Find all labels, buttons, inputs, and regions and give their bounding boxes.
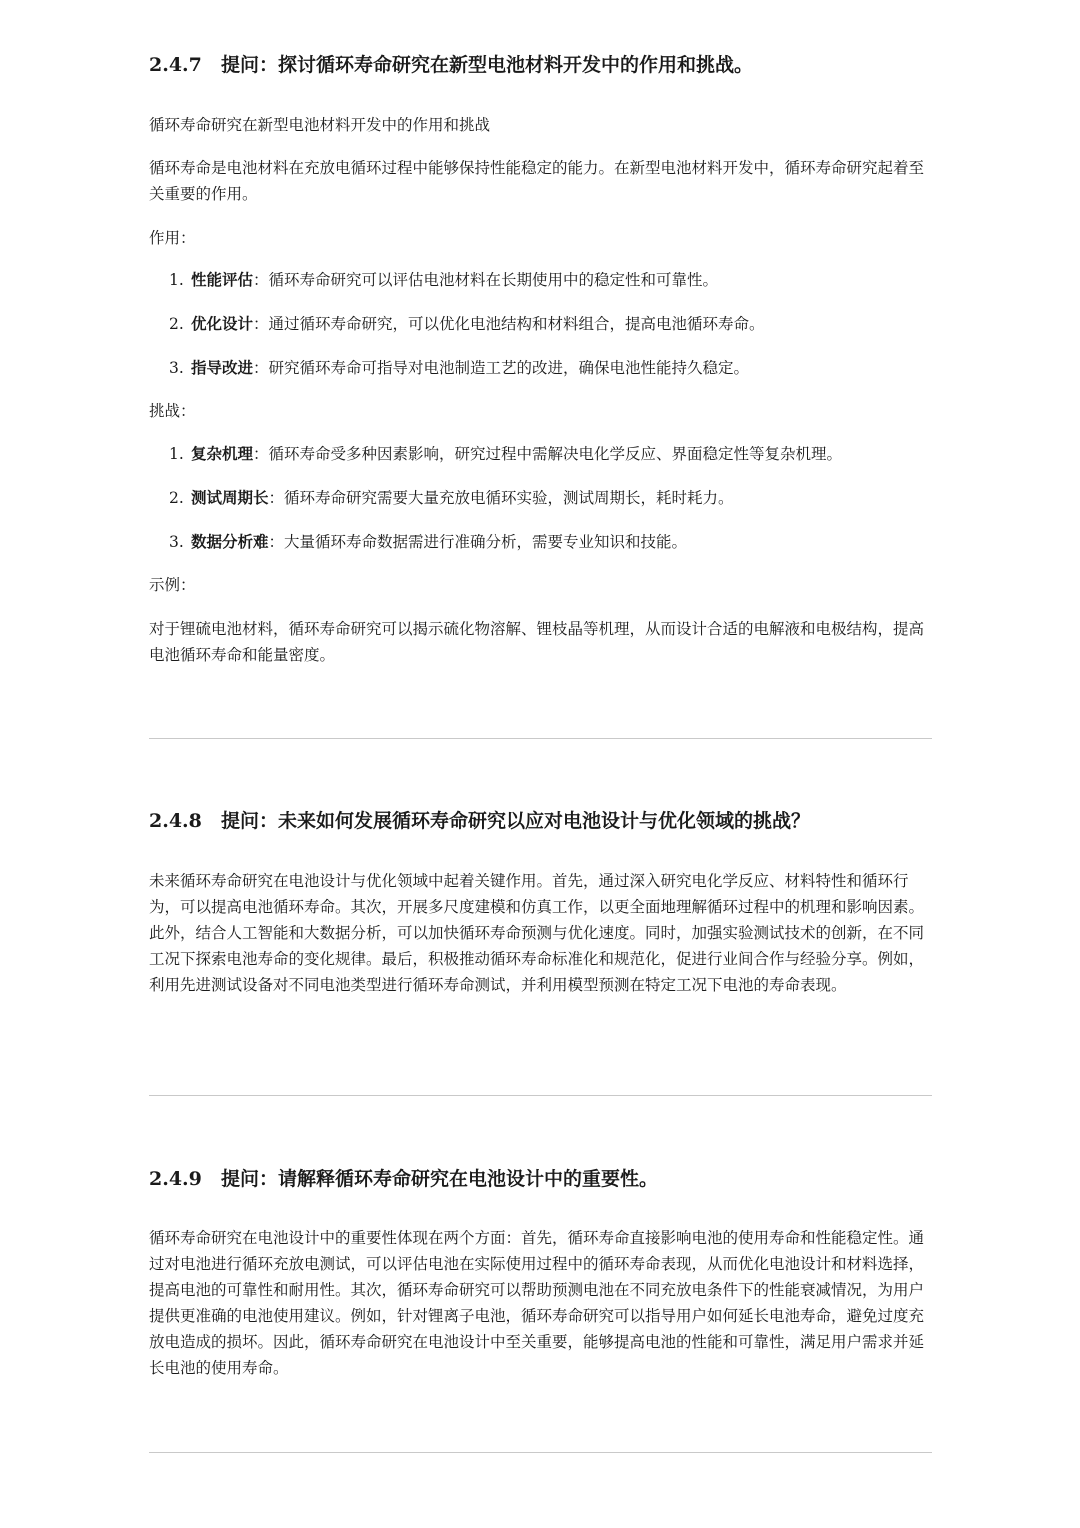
example-label-wrap: [149, 574, 932, 596]
list-text: ：循环寿命研究需要大量充放电循环实验，测试周期长，耗时耗力。: [268, 489, 734, 507]
challenges-label-wrap: [149, 400, 932, 422]
list-text: ：循环寿命受多种因素影响，研究过程中需解决电化学反应、界面稳定性等复杂机理。: [253, 445, 843, 463]
challenges-list: [149, 443, 932, 553]
list-term: 测试周期长: [191, 488, 269, 507]
section-title: 提问：请解释循环寿命研究在电池设计中的重要性。: [221, 1168, 659, 1190]
list-item: [149, 269, 932, 291]
section-title: 提问：探讨循环寿命研究在新型电池材料开发中的作用和挑战。: [221, 54, 754, 76]
body-paragraph: 循环寿命研究在电池设计中的重要性体现在两个方面：首先，循环寿命直接影响电池的使用寿命和性能稳定性。通过对电池进行循环充放电测试，可以评估电池在实际使用过程中的循环寿命表现，从而优化电池设计和材料选择，提高电池的可靠性和耐用性。其次，循环寿命研究可以帮助预测电池在不同充放电条件下的性能衰减情况，为用户提供更准确的电池使用建议。例如，针对锂离子电池，循环寿命研究可以指导用户如何延长电池寿命，避免过度充放电造成的损坏。因此，循环寿命研究在电池设计中至关重要，能够提高电池的性能和可靠性，满足用户需求并延长电池的使用寿命。: [149, 1229, 925, 1377]
section-title: 提问：未来如何发展循环寿命研究以应对电池设计与优化领域的挑战？: [221, 810, 811, 832]
section-2-4-9: [149, 1166, 932, 1192]
example-label: 示例：: [149, 576, 196, 594]
list-number: 3.: [169, 533, 184, 551]
list-term: 优化设计: [191, 314, 254, 333]
challenges-list-wrap: [149, 443, 932, 553]
intro-wrap: [149, 155, 932, 207]
section-number: 2.4.7: [149, 54, 202, 76]
section-heading: [149, 1166, 932, 1192]
list-number: 2.: [169, 315, 184, 333]
list-text: ：通过循环寿命研究，可以优化电池结构和材料组合，提高电池循环寿命。: [253, 315, 765, 333]
intro-paragraph: 循环寿命是电池材料在充放电循环过程中能够保持性能稳定的能力。在新型电池材料开发中，循环寿命研究起着至关重要的作用。: [149, 159, 925, 203]
list-term: 数据分析难: [191, 532, 269, 551]
section-number: 2.4.8: [149, 810, 202, 832]
section-divider: [149, 738, 932, 739]
section-2-4-7-subtitle-wrap: [149, 114, 932, 136]
challenges-label: 挑战：: [149, 402, 196, 420]
list-number: 1.: [169, 445, 184, 463]
body-paragraph: 未来循环寿命研究在电池设计与优化领域中起着关键作用。首先，通过深入研究电化学反应、材料特性和循环行为，可以提高电池循环寿命。其次，开展多尺度建模和仿真工作，以更全面地理解循环过程中的机理和影响因素。此外，结合人工智能和大数据分析，可以加快循环寿命预测与优化速度。同时，加强实验测试技术的创新，在不同工况下探索电池寿命的变化规律。最后，积极推动循环寿命标准化和规范化，促进行业间合作与经验分享。例如，利用先进测试设备对不同电池类型进行循环寿命测试，并利用模型预测在特定工况下电池的寿命表现。: [149, 872, 925, 994]
example-paragraph: 对于锂硫电池材料，循环寿命研究可以揭示硫化物溶解、锂枝晶等机理，从而设计合适的电解液和电极结构，提高电池循环寿命和能量密度。: [149, 620, 925, 664]
list-item: [149, 313, 932, 335]
section-2-4-9-body-wrap: [149, 1225, 932, 1381]
list-number: 1.: [169, 271, 184, 289]
list-item: [149, 531, 932, 553]
roles-label-wrap: [149, 227, 932, 249]
section-2-4-7: [149, 52, 932, 78]
list-term: 复杂机理: [191, 444, 254, 463]
list-item: [149, 487, 932, 509]
roles-list: [149, 269, 932, 379]
section-heading: [149, 52, 932, 78]
list-term: 性能评估: [191, 270, 254, 289]
list-number: 3.: [169, 359, 184, 377]
list-text: ：循环寿命研究可以评估电池材料在长期使用中的稳定性和可靠性。: [253, 271, 719, 289]
example-wrap: [149, 616, 932, 668]
section-2-4-8: [149, 808, 932, 834]
list-text: ：研究循环寿命可指导对电池制造工艺的改进，确保电池性能持久稳定。: [253, 359, 750, 377]
section-divider: [149, 1095, 932, 1096]
section-2-4-8-body-wrap: [149, 868, 932, 998]
section-number: 2.4.9: [149, 1168, 202, 1190]
list-item: [149, 357, 932, 379]
roles-list-wrap: [149, 269, 932, 379]
list-term: 指导改进: [191, 358, 254, 377]
list-number: 2.: [169, 489, 184, 507]
list-item: [149, 443, 932, 465]
section-heading: [149, 808, 932, 834]
section-divider: [149, 1452, 932, 1453]
list-text: ：大量循环寿命数据需进行准确分析，需要专业知识和技能。: [268, 533, 688, 551]
roles-label: 作用：: [149, 229, 196, 247]
section-subtitle: 循环寿命研究在新型电池材料开发中的作用和挑战: [149, 116, 491, 134]
